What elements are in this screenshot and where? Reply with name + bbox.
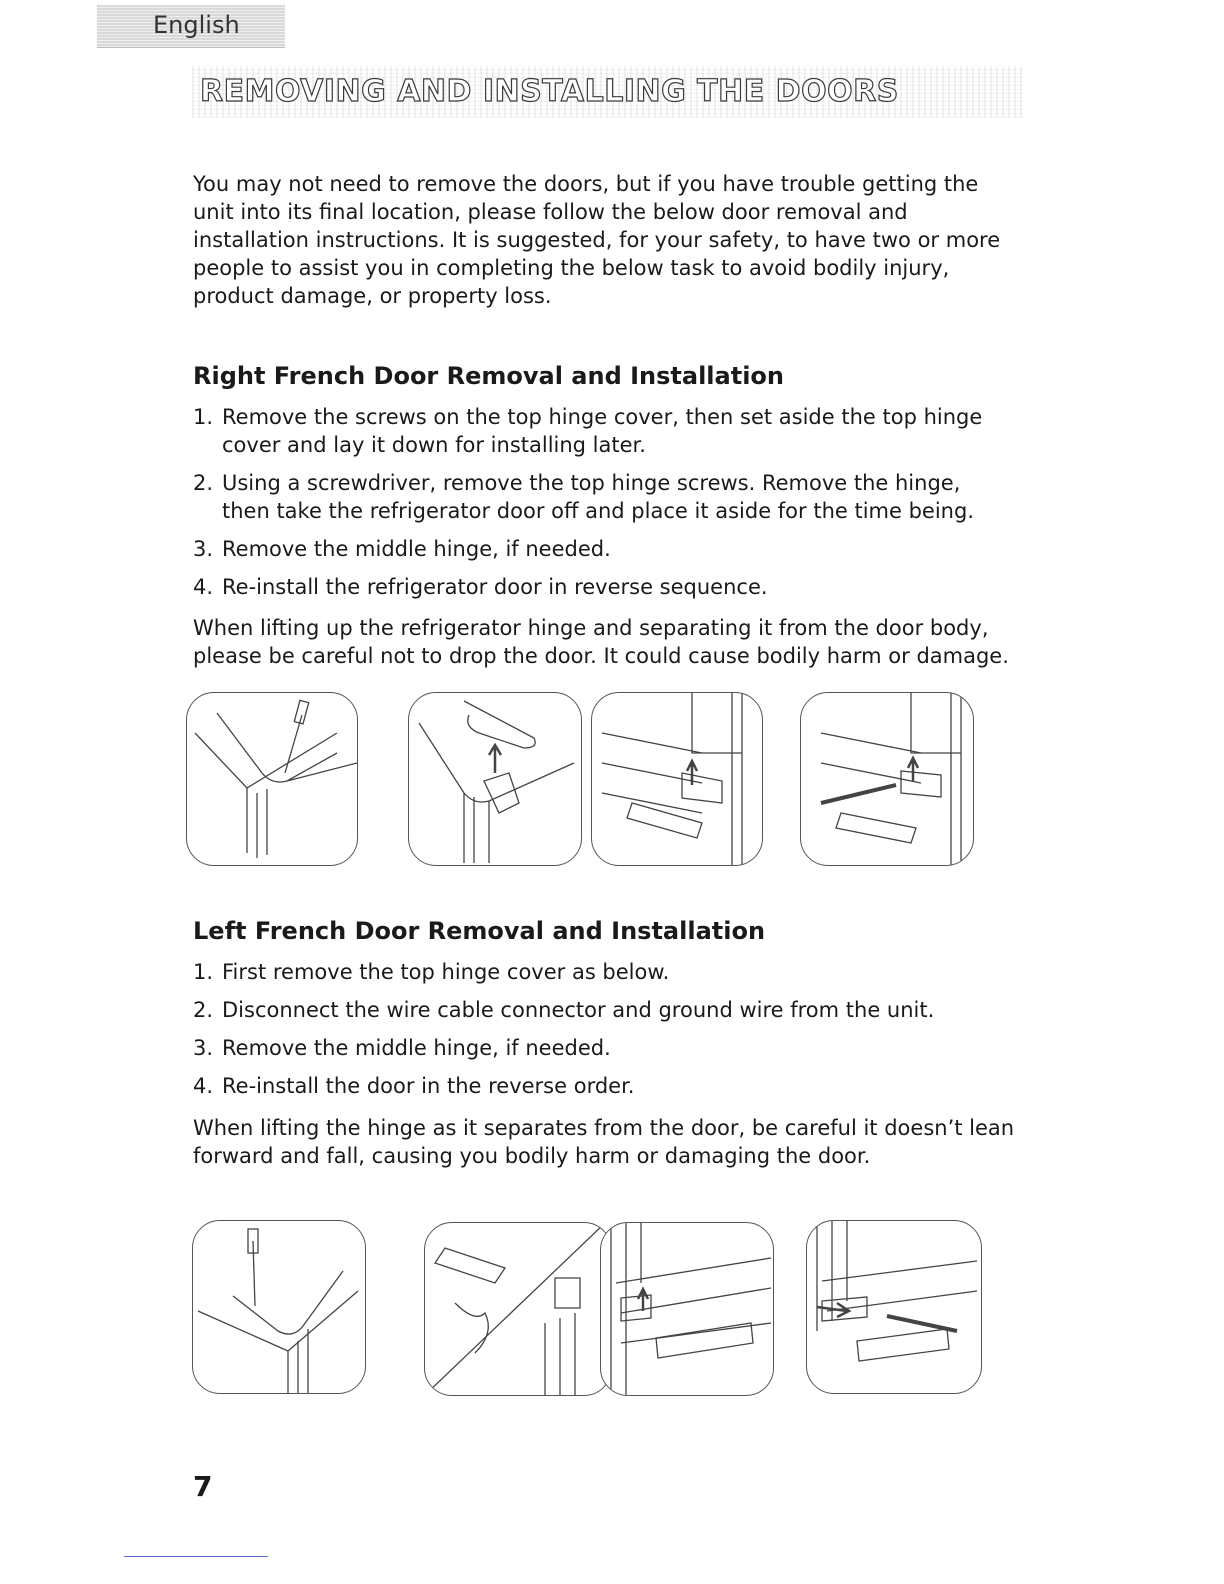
- left-screwdriver-hinge-illustration: [806, 1220, 982, 1394]
- remove-hinge-drawing: [409, 693, 581, 865]
- screwdriver-hinge-illustration: [800, 692, 974, 866]
- right-door-heading: Right French Door Removal and Installation: [193, 362, 784, 390]
- middle-hinge-drawing: [592, 693, 762, 865]
- step-text: Disconnect the wire cable connector and ground wire from the unit.: [222, 998, 935, 1022]
- step-number: 3.: [193, 1036, 214, 1060]
- list-item: [193, 573, 1013, 601]
- step-text: Using a screwdriver, remove the top hinge screws. Remove the hinge, then take the refrigerator door off and place it aside for the time being.: [222, 471, 975, 523]
- right-door-caution: When lifting up the refrigerator hinge and separating it from the door body, please be careful not to drop the door. It could cause bodily harm or damage.: [193, 616, 1009, 668]
- step-number: 4.: [193, 575, 214, 599]
- language-tab: [97, 5, 285, 48]
- list-item: [193, 1072, 1013, 1100]
- step-number: 1.: [193, 960, 214, 984]
- left-hinge-cover-illustration: [192, 1220, 366, 1394]
- left-door-steps: [193, 958, 1013, 1110]
- list-item: [193, 403, 1013, 459]
- screwdriver-hinge-drawing: [801, 693, 973, 865]
- footer-rule: [124, 1556, 268, 1557]
- language-label: English: [153, 11, 240, 39]
- left-hinge-cover-drawing: [193, 1221, 365, 1393]
- step-text: First remove the top hinge cover as below.: [222, 960, 670, 984]
- step-number: 1.: [193, 405, 214, 429]
- middle-hinge-illustration: [591, 692, 763, 866]
- left-middle-hinge-illustration: [600, 1222, 774, 1396]
- wire-connector-illustration: [424, 1222, 612, 1396]
- list-item: [193, 469, 1013, 525]
- page-title: REMOVING AND INSTALLING THE DOORS: [200, 74, 899, 109]
- list-item: [193, 958, 1013, 986]
- step-text: Remove the middle hinge, if needed.: [222, 537, 611, 561]
- left-door-caution: When lifting the hinge as it separates from the door, be careful it doesn’t lean forward and fall, causing you bodily harm or damaging the door.: [193, 1116, 1015, 1168]
- left-middle-hinge-drawing: [601, 1223, 773, 1395]
- step-text: Remove the screws on the top hinge cover, then set aside the top hinge cover and lay it down for installing later.: [222, 405, 983, 457]
- list-item: [193, 535, 1013, 563]
- title-band: [192, 66, 1022, 118]
- hinge-cover-drawing: [187, 693, 357, 865]
- right-door-steps: [193, 403, 1013, 611]
- step-number: 2.: [193, 998, 214, 1022]
- left-door-heading: Left French Door Removal and Installation: [193, 917, 766, 945]
- list-item: [193, 996, 1013, 1024]
- step-text: Re-install the door in the reverse order.: [222, 1074, 635, 1098]
- hinge-cover-illustration: [186, 692, 358, 866]
- list-item: [193, 1034, 1013, 1062]
- remove-hinge-illustration: [408, 692, 582, 866]
- step-text: Remove the middle hinge, if needed.: [222, 1036, 611, 1060]
- step-number: 3.: [193, 537, 214, 561]
- wire-connector-drawing: [425, 1223, 611, 1395]
- step-number: 2.: [193, 471, 214, 495]
- step-number: 4.: [193, 1074, 214, 1098]
- intro-paragraph: You may not need to remove the doors, but if you have trouble getting the unit into its final location, please follow the below door removal and installation instructions. It is suggested, for your safety, to have two or more people to assist you in completing the below task to avoid bodily injury, product damage, or property loss.: [193, 172, 1001, 308]
- page-number: 7: [193, 1470, 213, 1503]
- step-text: Re-install the refrigerator door in reverse sequence.: [222, 575, 768, 599]
- left-screwdriver-hinge-drawing: [807, 1221, 981, 1393]
